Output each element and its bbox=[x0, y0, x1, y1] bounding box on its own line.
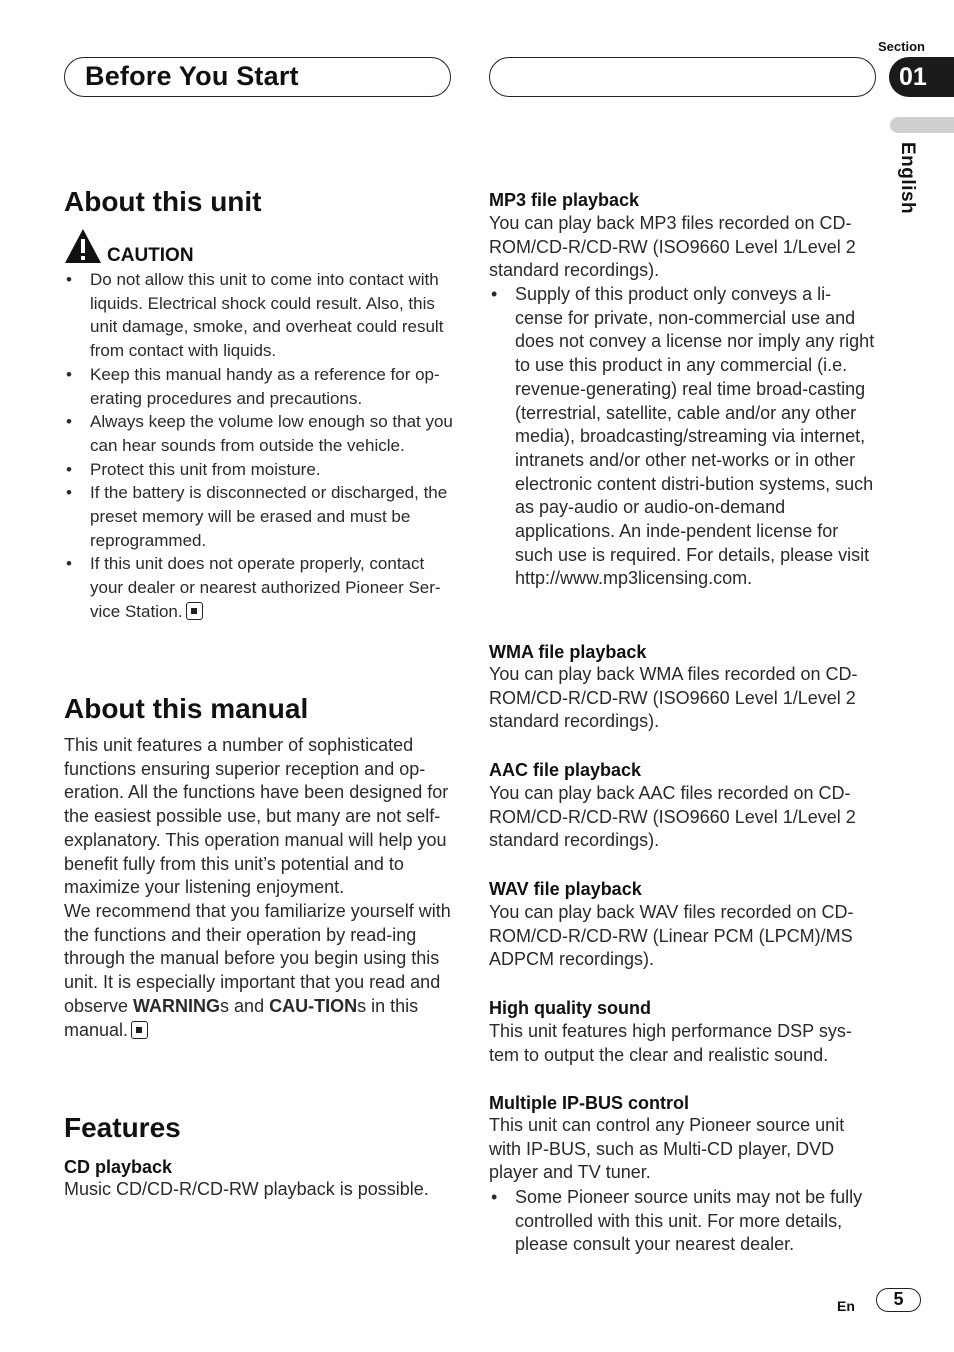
section-number-badge: 01 bbox=[889, 57, 954, 97]
cd-playback-text: Music CD/CD-R/CD-RW playback is possible. bbox=[64, 1179, 429, 1199]
aac-text: You can play back AAC files recorded on CD-ROM/CD-R/CD-RW (ISO9660 Level 1/Level 2 standard recordings). bbox=[489, 783, 856, 851]
bullet-icon: • bbox=[66, 412, 72, 432]
page-number: 5 bbox=[876, 1288, 921, 1312]
caution-term: CAU-TION bbox=[269, 995, 358, 1016]
header-title-box bbox=[64, 57, 451, 97]
bullet-icon: • bbox=[66, 483, 72, 503]
bullet-icon: • bbox=[491, 284, 498, 304]
about-manual-heading: About this manual bbox=[64, 693, 309, 724]
ipbus-text: This unit can control any Pioneer source unit with IP-BUS, such as Multi-CD player, DVD player and TV tuner. bbox=[489, 1115, 845, 1183]
header-right-box bbox=[489, 57, 876, 97]
features-heading: Features bbox=[64, 1112, 181, 1143]
list-item: • Keep this manual handy as a reference for op-erating procedures and precautions. bbox=[66, 364, 440, 408]
caution-list bbox=[64, 268, 454, 624]
section-label: Section bbox=[878, 39, 925, 54]
language-tab bbox=[890, 117, 954, 133]
language-label: English bbox=[897, 142, 918, 215]
aac-heading: AAC file playback bbox=[489, 760, 642, 780]
bullet-icon: • bbox=[66, 364, 72, 384]
ipbus-list bbox=[489, 1186, 879, 1257]
list-item: • Always keep the volume low enough so that you can hear sounds from outside the vehicle. bbox=[66, 412, 453, 455]
bullet-icon: • bbox=[66, 270, 72, 289]
wma-heading: WMA file playback bbox=[489, 642, 647, 662]
end-mark-icon bbox=[131, 1021, 148, 1039]
list-item: • Some Pioneer source units may not be fully controlled with this unit. For more details, please consult your nearest dealer. bbox=[491, 1187, 863, 1255]
mp3-licensing-url: http://www.mp3licensing.com. bbox=[515, 568, 753, 589]
mp3-list bbox=[489, 283, 879, 591]
hq-sound-text: This unit features high performance DSP sys-tem to output the clear and realistic sound. bbox=[489, 1021, 852, 1065]
mp3-text: You can play back MP3 files recorded on CD-ROM/CD-R/CD-RW (ISO9660 Level 1/Level 2 standard recordings). bbox=[489, 213, 856, 281]
warning-triangle-icon bbox=[64, 228, 102, 264]
list-item: • Supply of this product only conveys a li-cense for private, non-commercial use and does not convey a license nor imply any right to use this product in any commercial (i.e. revenue-generating) real time broad-casting (terrestrial, satellite, cable and/or any other media), broadcasting/streaming via internet, intranets and/or other net-works or in other electronic content distri-bution systems, such as pay-audio or audio-on-demand applications. An inde-pendent license for such use is required. For details, please visit http://www.mp3licensing.com. bbox=[491, 284, 875, 589]
mp3-heading: MP3 file playback bbox=[489, 190, 640, 210]
bullet-icon: • bbox=[66, 459, 72, 479]
page-title: Before You Start bbox=[85, 61, 299, 91]
wav-heading: WAV file playback bbox=[489, 879, 642, 899]
list-item: • If the battery is disconnected or discharged, the preset memory will be erased and must be reprogrammed. bbox=[66, 483, 448, 550]
list-item: • Do not allow this unit to come into contact with liquids. Electrical shock could result. Also, this unit damage, smoke, and overheat could result from contact with liquids. bbox=[66, 270, 444, 361]
about-manual-para-2: We recommend that you familiarize yourself with the functions and their operation by read-ing through the manual before you begin using this unit. It is especially important that you read and observe WARNINGs and CAU-TIONs in this manual. bbox=[64, 901, 451, 1040]
about-unit-heading: About this unit bbox=[64, 186, 262, 217]
list-item: • Protect this unit from moisture. bbox=[64, 458, 454, 482]
bullet-icon: • bbox=[66, 554, 72, 574]
ipbus-heading: Multiple IP-BUS control bbox=[489, 1093, 689, 1113]
wav-text: You can play back WAV files recorded on CD-ROM/CD-R/CD-RW (Linear PCM (LPCM)/MS ADPCM recordings). bbox=[489, 902, 854, 970]
end-mark-icon bbox=[186, 602, 203, 620]
hq-sound-heading: High quality sound bbox=[489, 998, 651, 1018]
about-manual-para-1: This unit features a number of sophisticated functions ensuring superior reception and op-eration. All the functions have been designed for the easiest possible use, but many are not self-explanatory. This operation manual will help you benefit fully from this unit’s potential and to maximize your listening enjoyment. bbox=[64, 735, 449, 898]
footer-language-code: En bbox=[837, 1298, 855, 1314]
warning-term: WARNING bbox=[133, 995, 221, 1016]
wma-text: You can play back WMA files recorded on CD-ROM/CD-R/CD-RW (ISO9660 Level 1/Level 2 standard recordings). bbox=[489, 664, 858, 732]
bullet-icon: • bbox=[491, 1187, 498, 1207]
cd-playback-heading: CD playback bbox=[64, 1157, 173, 1177]
caution-label: CAUTION bbox=[107, 245, 194, 266]
list-item: • If this unit does not operate properly, contact your dealer or nearest authorized Pioneer Ser-vice Station. bbox=[66, 554, 441, 621]
